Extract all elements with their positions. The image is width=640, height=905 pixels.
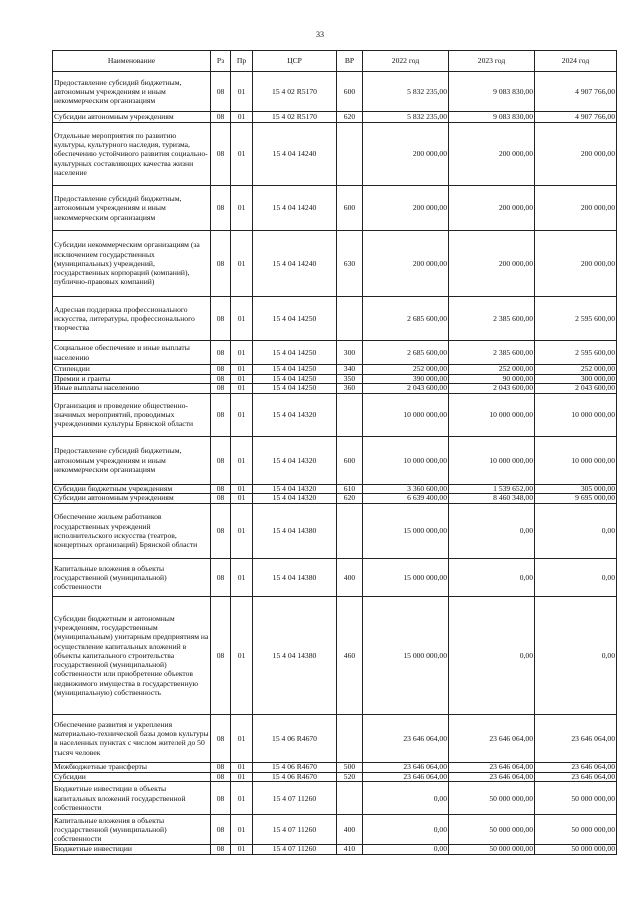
row-csr: 15 4 04 14250 (253, 341, 337, 365)
row-amount-2023: 2 385 600,00 (449, 297, 535, 341)
row-amount-2024: 0,00 (535, 596, 617, 714)
row-csr: 15 4 04 14320 (253, 436, 337, 484)
row-rz: 08 (211, 714, 231, 762)
row-amount-2024: 50 000 000,00 (535, 815, 617, 845)
row-vr: 630 (337, 231, 363, 297)
row-rz: 08 (211, 384, 231, 394)
row-amount-2024: 23 646 064,00 (535, 714, 617, 762)
header-2024: 2024 год (535, 51, 617, 72)
row-name: Отдельные мероприятия по развитию культуры, культурного наследия, туризма, обеспечению устойчивого развития социально-культурных составляющих качества жизни население (53, 123, 211, 186)
row-vr (337, 714, 363, 762)
row-amount-2024: 2 595 600,00 (535, 297, 617, 341)
row-amount-2023: 2 043 600,00 (449, 384, 535, 394)
row-csr: 15 4 06 R4670 (253, 762, 337, 772)
row-rz: 08 (211, 112, 231, 123)
row-amount-2024: 2 043 600,00 (535, 384, 617, 394)
row-csr: 15 4 04 14240 (253, 123, 337, 186)
row-amount-2024: 200 000,00 (535, 231, 617, 297)
row-vr: 360 (337, 384, 363, 394)
table-row (53, 384, 617, 394)
row-pr: 01 (231, 782, 253, 815)
row-name: Бюджетные инвестиции в объекты капитальных вложений государственной собственности (53, 782, 211, 815)
row-rz: 08 (211, 72, 231, 112)
row-csr: 15 4 04 14240 (253, 186, 337, 231)
header-rz: Рз (211, 51, 231, 72)
row-pr: 01 (231, 558, 253, 596)
row-amount-2024: 300 000,00 (535, 374, 617, 384)
row-name: Субсидии некоммерческим организациям (за исключением государственных (муниципальных) учреждений, государственных корпораций (компаний), публично-правовых компаний) (53, 231, 211, 297)
row-csr: 15 4 04 14250 (253, 374, 337, 384)
row-vr: 500 (337, 762, 363, 772)
row-vr: 400 (337, 815, 363, 845)
row-rz: 08 (211, 341, 231, 365)
row-name: Социальное обеспечение и иные выплаты населению (53, 341, 211, 365)
header-csr: ЦСР (253, 51, 337, 72)
row-amount-2022: 2 043 600,00 (363, 384, 449, 394)
header-2022: 2022 год (363, 51, 449, 72)
row-amount-2023: 200 000,00 (449, 186, 535, 231)
row-csr: 15 4 04 14320 (253, 494, 337, 504)
row-name: Субсидии бюджетным учреждениям (53, 484, 211, 494)
row-amount-2023: 50 000 000,00 (449, 782, 535, 815)
table-header-row (53, 51, 617, 72)
table-row (53, 393, 617, 436)
row-pr: 01 (231, 772, 253, 782)
table-row (53, 436, 617, 484)
row-amount-2022: 200 000,00 (363, 231, 449, 297)
row-rz: 08 (211, 436, 231, 484)
row-pr: 01 (231, 436, 253, 484)
row-amount-2022: 2 685 600,00 (363, 297, 449, 341)
row-rz: 08 (211, 558, 231, 596)
row-name: Субсидии автономным учреждениям (53, 494, 211, 504)
row-csr: 15 4 04 14380 (253, 596, 337, 714)
row-csr: 15 4 04 14380 (253, 503, 337, 558)
header-name: Наименование (53, 51, 211, 72)
row-vr: 340 (337, 365, 363, 375)
row-amount-2024: 252 000,00 (535, 365, 617, 375)
row-csr: 15 4 02 R5170 (253, 112, 337, 123)
row-amount-2024: 50 000 000,00 (535, 845, 617, 855)
row-name: Организация и проведение общественно-значимых мероприятий, проводимых учреждениями культуры Брянской области (53, 393, 211, 436)
row-amount-2023: 8 460 348,00 (449, 494, 535, 504)
row-amount-2022: 15 000 000,00 (363, 596, 449, 714)
row-name: Премии и гранты (53, 374, 211, 384)
row-amount-2022: 15 000 000,00 (363, 503, 449, 558)
row-amount-2024: 200 000,00 (535, 186, 617, 231)
row-csr: 15 4 04 14250 (253, 365, 337, 375)
row-pr: 01 (231, 762, 253, 772)
row-name: Капитальные вложения в объекты государственной (муниципальной) собственности (53, 815, 211, 845)
row-amount-2022: 252 000,00 (363, 365, 449, 375)
row-amount-2022: 10 000 000,00 (363, 436, 449, 484)
row-vr: 600 (337, 436, 363, 484)
table-row (53, 186, 617, 231)
row-rz: 08 (211, 231, 231, 297)
row-vr: 460 (337, 596, 363, 714)
row-rz: 08 (211, 772, 231, 782)
table-row (53, 714, 617, 762)
header-vr: ВР (337, 51, 363, 72)
row-vr (337, 297, 363, 341)
row-vr: 600 (337, 72, 363, 112)
row-rz: 08 (211, 815, 231, 845)
row-csr: 15 4 02 R5170 (253, 72, 337, 112)
table-row (53, 596, 617, 714)
table-row (53, 494, 617, 504)
row-vr: 520 (337, 772, 363, 782)
row-pr: 01 (231, 231, 253, 297)
table-row (53, 815, 617, 845)
row-pr: 01 (231, 503, 253, 558)
table-row (53, 772, 617, 782)
row-amount-2022: 5 832 235,00 (363, 72, 449, 112)
row-pr: 01 (231, 714, 253, 762)
row-pr: 01 (231, 365, 253, 375)
row-csr: 15 4 04 14380 (253, 558, 337, 596)
row-pr: 01 (231, 297, 253, 341)
row-amount-2022: 200 000,00 (363, 186, 449, 231)
table-row (53, 123, 617, 186)
table-row (53, 503, 617, 558)
row-pr: 01 (231, 494, 253, 504)
row-vr (337, 123, 363, 186)
row-amount-2022: 23 646 064,00 (363, 762, 449, 772)
row-amount-2023: 90 000,00 (449, 374, 535, 384)
row-vr (337, 782, 363, 815)
row-amount-2022: 6 639 400,00 (363, 494, 449, 504)
row-amount-2023: 0,00 (449, 558, 535, 596)
row-name: Бюджетные инвестиции (53, 845, 211, 855)
row-amount-2024: 2 595 600,00 (535, 341, 617, 365)
row-rz: 08 (211, 374, 231, 384)
table-row (53, 297, 617, 341)
budget-table (52, 50, 617, 855)
row-amount-2024: 23 646 064,00 (535, 772, 617, 782)
row-pr: 01 (231, 384, 253, 394)
row-vr: 300 (337, 341, 363, 365)
row-name: Капитальные вложения в объекты государственной (муниципальной) собственности (53, 558, 211, 596)
row-pr: 01 (231, 484, 253, 494)
row-amount-2023: 23 646 064,00 (449, 762, 535, 772)
row-amount-2022: 2 685 600,00 (363, 341, 449, 365)
row-rz: 08 (211, 365, 231, 375)
row-amount-2023: 200 000,00 (449, 231, 535, 297)
row-name: Предоставление субсидий бюджетным, автономным учреждениям и иным некоммерческим организациям (53, 72, 211, 112)
row-rz: 08 (211, 782, 231, 815)
row-pr: 01 (231, 815, 253, 845)
row-csr: 15 4 04 14320 (253, 484, 337, 494)
row-amount-2023: 9 083 830,00 (449, 112, 535, 123)
row-amount-2023: 252 000,00 (449, 365, 535, 375)
row-rz: 08 (211, 503, 231, 558)
row-amount-2023: 10 000 000,00 (449, 436, 535, 484)
row-pr: 01 (231, 374, 253, 384)
row-amount-2022: 23 646 064,00 (363, 714, 449, 762)
row-amount-2022: 0,00 (363, 782, 449, 815)
row-rz: 08 (211, 596, 231, 714)
table-row (53, 845, 617, 855)
row-amount-2023: 200 000,00 (449, 123, 535, 186)
page-number: 33 (316, 30, 324, 39)
row-name: Предоставление субсидий бюджетным, автономным учреждениям и иным некоммерческим организациям (53, 186, 211, 231)
row-rz: 08 (211, 186, 231, 231)
row-amount-2023: 2 385 600,00 (449, 341, 535, 365)
row-amount-2024: 4 907 766,00 (535, 72, 617, 112)
row-name: Субсидии автономным учреждениям (53, 112, 211, 123)
row-vr: 410 (337, 845, 363, 855)
row-amount-2024: 0,00 (535, 558, 617, 596)
row-amount-2022: 0,00 (363, 845, 449, 855)
row-amount-2022: 0,00 (363, 815, 449, 845)
row-csr: 15 4 04 14320 (253, 393, 337, 436)
row-amount-2024: 0,00 (535, 503, 617, 558)
row-amount-2022: 390 000,00 (363, 374, 449, 384)
table-row (53, 782, 617, 815)
row-amount-2022: 23 646 064,00 (363, 772, 449, 782)
row-rz: 08 (211, 484, 231, 494)
table-row (53, 558, 617, 596)
row-name: Межбюджетные трансферты (53, 762, 211, 772)
row-amount-2024: 10 000 000,00 (535, 436, 617, 484)
row-csr: 15 4 07 11260 (253, 815, 337, 845)
row-amount-2023: 50 000 000,00 (449, 815, 535, 845)
row-amount-2024: 305 000,00 (535, 484, 617, 494)
row-csr: 15 4 04 14250 (253, 384, 337, 394)
row-amount-2023: 23 646 064,00 (449, 772, 535, 782)
row-csr: 15 4 04 14240 (253, 231, 337, 297)
row-csr: 15 4 07 11260 (253, 845, 337, 855)
row-pr: 01 (231, 112, 253, 123)
row-name: Субсидии бюджетным и автономным учреждениям, государственным (муниципальным) унитарным предприятиям на осуществление капитальных вложений в объекты капитального строительства государственной (муниципальной) собственности или приобретение объектов недвижимого имущества в государственную (муниципальную) собственность (53, 596, 211, 714)
row-pr: 01 (231, 393, 253, 436)
row-vr: 400 (337, 558, 363, 596)
row-amount-2022: 10 000 000,00 (363, 393, 449, 436)
row-name: Стипендии (53, 365, 211, 375)
row-name: Предоставление субсидий бюджетным, автономным учреждениям и иным некоммерческим организациям (53, 436, 211, 484)
row-amount-2023: 9 083 830,00 (449, 72, 535, 112)
row-pr: 01 (231, 596, 253, 714)
row-amount-2024: 50 000 000,00 (535, 782, 617, 815)
row-pr: 01 (231, 845, 253, 855)
table-row (53, 365, 617, 375)
row-amount-2024: 4 907 766,00 (535, 112, 617, 123)
row-pr: 01 (231, 341, 253, 365)
row-vr: 600 (337, 186, 363, 231)
row-amount-2022: 15 000 000,00 (363, 558, 449, 596)
table-row (53, 341, 617, 365)
row-rz: 08 (211, 393, 231, 436)
row-amount-2024: 9 695 000,00 (535, 494, 617, 504)
row-amount-2024: 200 000,00 (535, 123, 617, 186)
row-csr: 15 4 04 14250 (253, 297, 337, 341)
row-amount-2023: 10 000 000,00 (449, 393, 535, 436)
row-amount-2024: 23 646 064,00 (535, 762, 617, 772)
row-amount-2022: 200 000,00 (363, 123, 449, 186)
table-row (53, 112, 617, 123)
table-row (53, 231, 617, 297)
row-vr (337, 393, 363, 436)
table-row (53, 762, 617, 772)
row-amount-2023: 23 646 064,00 (449, 714, 535, 762)
row-name: Субсидии (53, 772, 211, 782)
row-pr: 01 (231, 123, 253, 186)
row-name: Обеспечение жильем работников государственных учреждений исполнительского искусства (театров, концертных организаций) Брянской области (53, 503, 211, 558)
table-row (53, 72, 617, 112)
row-pr: 01 (231, 72, 253, 112)
row-pr: 01 (231, 186, 253, 231)
row-amount-2023: 0,00 (449, 503, 535, 558)
row-rz: 08 (211, 762, 231, 772)
row-vr: 620 (337, 494, 363, 504)
table-row (53, 374, 617, 384)
row-amount-2023: 1 539 652,00 (449, 484, 535, 494)
row-vr: 350 (337, 374, 363, 384)
header-pr: Пр (231, 51, 253, 72)
table-row (53, 484, 617, 494)
row-rz: 08 (211, 494, 231, 504)
row-vr: 620 (337, 112, 363, 123)
row-amount-2023: 0,00 (449, 596, 535, 714)
row-vr (337, 503, 363, 558)
row-rz: 08 (211, 297, 231, 341)
row-amount-2023: 50 000 000,00 (449, 845, 535, 855)
row-amount-2022: 5 832 235,00 (363, 112, 449, 123)
row-rz: 08 (211, 845, 231, 855)
row-vr: 610 (337, 484, 363, 494)
header-2023: 2023 год (449, 51, 535, 72)
row-csr: 15 4 06 R4670 (253, 772, 337, 782)
row-name: Обеспечение развития и укрепления материально-технической базы домов культуры в населенных пунктах с числом жителей до 50 тысяч человек (53, 714, 211, 762)
row-amount-2022: 3 360 600,00 (363, 484, 449, 494)
row-csr: 15 4 06 R4670 (253, 714, 337, 762)
row-name: Адресная поддержка профессионального искусства, литературы, профессионального творчества (53, 297, 211, 341)
table-body (53, 72, 617, 855)
row-name: Иные выплаты населению (53, 384, 211, 394)
row-amount-2024: 10 000 000,00 (535, 393, 617, 436)
row-rz: 08 (211, 123, 231, 186)
row-csr: 15 4 07 11260 (253, 782, 337, 815)
